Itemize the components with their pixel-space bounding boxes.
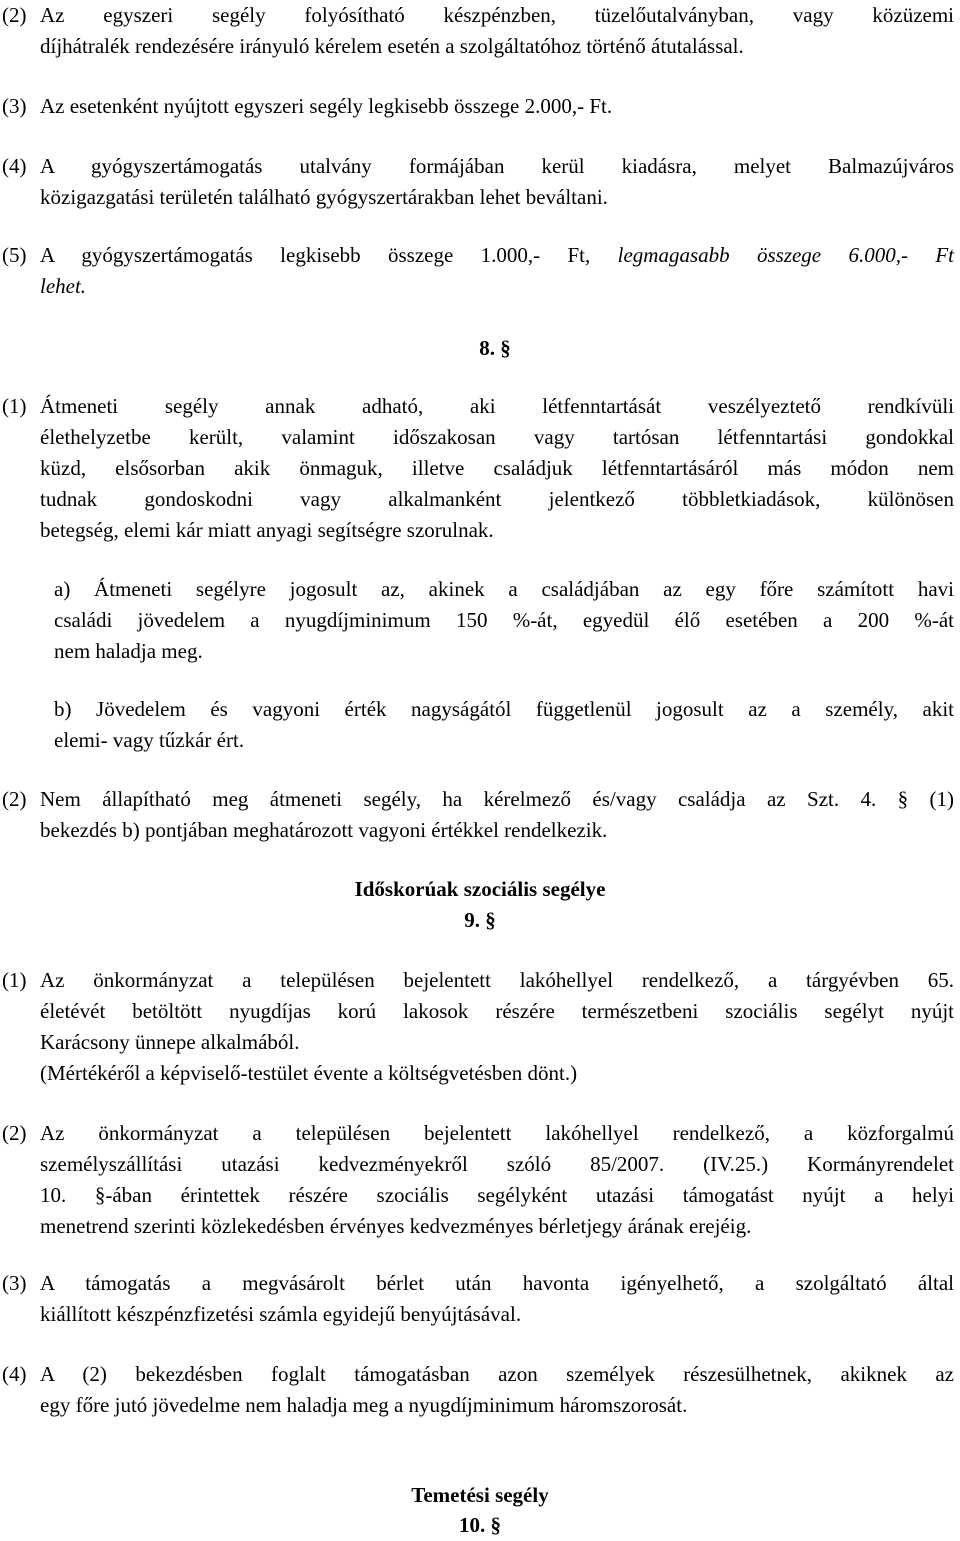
paragraph-number: (1): [2, 394, 27, 418]
text-line: Az esetenként nyújtott egyszeri segély legkisebb összege 2.000,- Ft.: [40, 94, 613, 118]
paragraph-number: (3): [2, 94, 27, 118]
text-line: 10. §-ában érintettek részére szociális segélyként utazási támogatást nyújt a helyi: [40, 1183, 954, 1207]
section-heading-9: 9. §: [464, 908, 496, 932]
section-heading-8: 8. §: [479, 336, 511, 360]
text-line: nem haladja meg.: [54, 639, 203, 663]
text-line: egy főre jutó jövedelme nem haladja meg a nyugdíjminimum háromszorosát.: [40, 1393, 688, 1417]
paragraph-7-5: [0, 240, 960, 302]
text-line: élethelyzetbe került, valamint időszakosan vagy tartósan létfenntartási gondokkal: [40, 425, 954, 449]
text-line: b) Jövedelem és vagyoni érték nagyságától függetlenül jogosult az a személy, akit: [54, 697, 954, 721]
paragraph-number: (3): [2, 1271, 27, 1295]
text-line: életévét betöltött nyugdíjas korú lakosok részére természetbeni szociális segélyt nyújt: [40, 999, 954, 1023]
paragraph-8-2: [0, 784, 960, 846]
text-line: (Mértékéről a képviselő-testület évente a költségvetésben dönt.): [40, 1061, 578, 1085]
text-line: A gyógyszertámogatás utalvány formájában kerül kiadásra, melyet Balmazújváros: [40, 154, 954, 178]
text-line: A (2) bekezdésben foglalt támogatásban azon személyek részesülhetnek, akiknek az: [40, 1362, 954, 1386]
paragraph-9-4: [0, 1359, 960, 1421]
paragraph-9-2: [0, 1118, 960, 1242]
paragraph-number: (2): [2, 1121, 27, 1145]
subpoint-a: [54, 574, 954, 667]
text-line: tudnak gondoskodni vagy alkalmanként jelentkező többletkiadások, különösen: [40, 487, 954, 511]
paragraph-7-3: [0, 91, 960, 122]
text-normal: A gyógyszertámogatás legkisebb összege 1.000,- Ft,: [40, 243, 618, 267]
text-line: Az önkormányzat a településen bejelentett lakóhellyel rendelkező, a tárgyévben 65.: [40, 968, 954, 992]
paragraph-8-1: [0, 391, 960, 546]
text-line: bekezdés b) pontjában meghatározott vagyoni értékkel rendelkezik.: [40, 818, 608, 842]
paragraph-number: (1): [2, 968, 27, 992]
text-line: Az egyszeri segély folyósítható készpénzben, tüzelőutalványban, vagy közüzemi: [40, 3, 954, 27]
paragraph-number: (2): [2, 3, 27, 27]
text-line: [40, 240, 954, 271]
section-title-10: Temetési segély: [411, 1483, 549, 1507]
section-title-9: Időskorúak szociális segélye: [354, 877, 606, 901]
paragraph-number: (2): [2, 787, 27, 811]
paragraph-9-1: [0, 965, 960, 1089]
paragraph-9-3: [0, 1268, 960, 1330]
text-line: személyszállítási utazási kedvezményekről szóló 85/2007. (IV.25.) Kormányrendelet: [40, 1152, 954, 1176]
paragraph-number: (5): [2, 243, 27, 267]
text-line: Az önkormányzat a településen bejelentett lakóhellyel rendelkező, a közforgalmú: [40, 1121, 954, 1145]
text-line: díjhátralék rendezésére irányuló kérelem esetén a szolgáltatóhoz történő átutalással.: [40, 34, 744, 58]
text-line: küzd, elsősorban akik önmaguk, illetve családjuk létfenntartásáról más módon nem: [40, 456, 954, 480]
text-line: Nem állapítható meg átmeneti segély, ha kérelmező és/vagy családja az Szt. 4. § (1): [40, 787, 954, 811]
paragraph-7-4: [0, 151, 960, 213]
text-line: közigazgatási területén található gyógyszertárakban lehet beváltani.: [40, 185, 608, 209]
text-line: Karácsony ünnepe alkalmából.: [40, 1030, 300, 1054]
text-line: elemi- vagy tűzkár ért.: [54, 728, 245, 752]
paragraph-number: (4): [2, 1362, 27, 1386]
text-line: lehet.: [40, 274, 87, 298]
paragraph-number: (4): [2, 154, 27, 178]
text-line: a) Átmeneti segélyre jogosult az, akinek a családjában az egy főre számított havi: [54, 577, 954, 601]
text-line: A támogatás a megvásárolt bérlet után havonta igényelhető, a szolgáltató által: [40, 1271, 954, 1295]
section-heading-10: 10. §: [459, 1513, 501, 1537]
subpoint-b: [54, 694, 954, 756]
text-line: betegség, elemi kár miatt anyagi segítségre szorulnak.: [40, 518, 494, 542]
text-line: kiállított készpénzfizetési számla egyidejű benyújtásával.: [40, 1302, 522, 1326]
text-italic: legmagasabb összege 6.000,- Ft: [617, 243, 954, 267]
text-line: menetrend szerinti közlekedésben érvényes kedvezményes bérletjegy árának erejéig.: [40, 1214, 752, 1238]
text-line: Átmeneti segély annak adható, aki létfenntartását veszélyeztető rendkívüli: [40, 394, 954, 418]
text-line: családi jövedelem a nyugdíjminimum 150 %-át, egyedül élő esetében a 200 %-át: [54, 608, 954, 632]
paragraph-7-2: [0, 0, 960, 62]
